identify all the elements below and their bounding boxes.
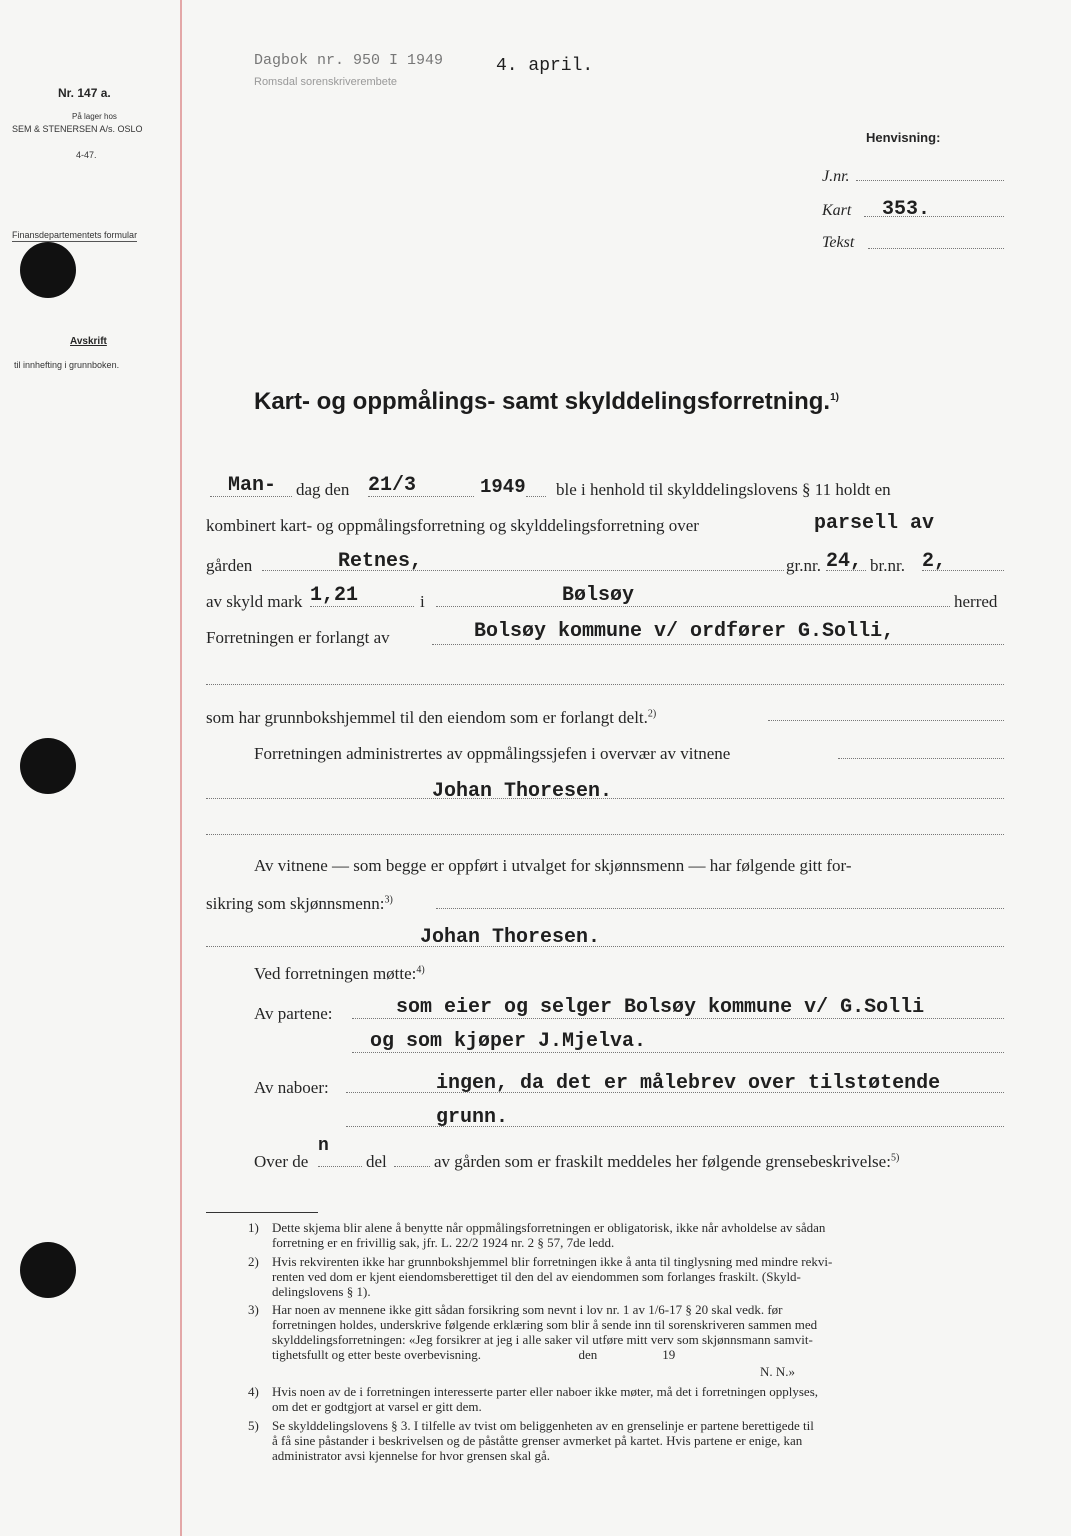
punch-hole-top (20, 242, 76, 298)
assurance-line-2 (206, 894, 393, 914)
brnr-value: 2, (922, 550, 947, 573)
footnote-5-number: 5) (248, 1418, 259, 1433)
punch-hole-middle (20, 738, 76, 794)
copy-note: til innhefting i grunnboken. (14, 360, 120, 370)
copy-title: Avskrift (70, 336, 107, 347)
punch-hole-bottom (20, 1242, 76, 1298)
attended-text (254, 964, 425, 984)
footnote-3-number: 3) (248, 1302, 259, 1317)
brnr-line (922, 570, 1004, 571)
margin-rule (180, 0, 182, 1536)
over-note: 5) (890, 1152, 900, 1164)
grnr-line (826, 570, 866, 571)
year-line (526, 496, 546, 497)
over-rest-text: av gården som er fraskilt meddeles her følgende grensebeskrivelse: (434, 1152, 891, 1171)
form-number: Nr. 147 a. (58, 86, 111, 100)
date-value: 21/3 (368, 474, 417, 497)
footnote-5-line-2: å få sine påstander i beskrivelsen og de påståtte grenser avmerket på kartet. Hvis partene er enige, kan (272, 1433, 803, 1448)
reference-heading: Henvisning: (866, 130, 941, 145)
assurance-note: 3) (384, 894, 393, 906)
tekst-line (868, 248, 1004, 249)
over-label: Over de (254, 1152, 309, 1171)
printer-line-2: SEM & STENERSEN A/s. OSLO (12, 124, 143, 134)
court-stamp: Romsdal sorenskriverembete (254, 76, 398, 88)
parties-label: Av partene: (254, 1004, 333, 1023)
skyld-line (310, 606, 414, 607)
neighbors-value-1: ingen, da det er målebrev over tilstøtende (436, 1072, 941, 1095)
admin-line (838, 758, 1004, 759)
i-label: i (420, 592, 425, 611)
over-line (318, 1166, 362, 1167)
parties-value-1: som eier og selger Bolsøy kommune v/ G.Solli (396, 996, 925, 1019)
neighbors-label: Av naboer: (254, 1078, 329, 1097)
grunnbok-label: som har grunnbokshjemmel til den eiendom som er forlangt delt. (206, 708, 648, 727)
grunnbok-line (768, 720, 1004, 721)
footnote-5-line-3: administrator avsi kjennelse for hvor grensen skal gå. (272, 1448, 550, 1463)
assurance-line-1: Av vitnene — som begge er oppført i utvalget for skjønnsmenn — har følgende gitt for- (254, 856, 852, 875)
title-note: 1) (830, 392, 839, 403)
footnote-3-line-2: forretningen holdes, underskrive følgende erklæring som blir å sende inn til sorenskriveren sammen med (272, 1317, 818, 1332)
printer-line-1: På lager hos (72, 112, 117, 121)
jnr-line (856, 180, 1004, 181)
footnote-3-line-3: skylddelingsforretningen: «Jeg forsikrer at jeg i alle saker vil utføre mitt verv som skjønnsmann samvit- (272, 1332, 813, 1347)
footnote-5-line-1: Se skylddelingslovens § 3. I tilfelle av tvist om beliggenheten av en grenselinje er partene berettigede til (272, 1418, 814, 1433)
footnote-1-number: 1) (248, 1220, 259, 1235)
municipality-value: Bølsøy (562, 584, 635, 607)
footnote-4-number: 4) (248, 1384, 259, 1399)
title-text: Kart- og oppmålings- samt skylddelingsforretning. (254, 388, 831, 415)
footnote-1-line-2: forretning er en frivillig sak, jfr. L. 22/2 1924 nr. 2 § 57, 7de ledd. (272, 1235, 615, 1250)
document-title (254, 388, 839, 416)
ministry-formular: Finansdepartementets formular (12, 230, 138, 240)
over-value: n (318, 1136, 329, 1156)
neighbors-value-2: grunn. (436, 1106, 509, 1129)
brnr-label: br.nr. (870, 556, 905, 575)
stamp-date: 4. april. (496, 56, 594, 76)
day-label: dag den (296, 480, 350, 499)
date-line (368, 496, 474, 497)
footnote-3-line-1: Har noen av mennene ikke gitt sådan forsikring som nevnt i lov nr. 1 av 1/6-17 § 20 skal vedk. før (272, 1302, 783, 1317)
neighbors-line-2 (346, 1126, 1004, 1127)
grnr-label: gr.nr. (786, 556, 821, 575)
line2-text: kombinert kart- og oppmålingsforretning og skylddelingsforretning over (206, 516, 699, 535)
kart-value: 353. (882, 198, 931, 221)
municipality-line (436, 606, 950, 607)
kart-label: Kart (822, 202, 852, 219)
grunnbok-note: 2) (647, 708, 657, 720)
over-rest (434, 1152, 899, 1172)
witness-value: Johan Thoresen. (432, 780, 613, 803)
requested-value: Bolsøy kommune v/ ordfører G.Solli, (474, 620, 895, 643)
footnote-2-number: 2) (248, 1254, 259, 1269)
attended-note: 4) (416, 964, 425, 976)
footnote-separator (206, 1212, 318, 1213)
witness-line-1 (206, 798, 1004, 799)
jnr-label: J.nr. (822, 168, 850, 185)
grnr-value: 24, (826, 550, 863, 573)
tekst-label: Tekst (822, 234, 855, 251)
parties-line-2 (352, 1052, 1004, 1053)
attended-label: Ved forretningen møtte: (254, 964, 417, 983)
footnote-2-line-1: Hvis rekvirenten ikke har grunnbokshjemmel blir forretningen ikke å anta til tinglysning med mindre rekvi- (272, 1254, 833, 1269)
del-label: del (366, 1152, 387, 1171)
assurance-value: Johan Thoresen. (420, 926, 601, 949)
assurance-line-dots (436, 908, 1004, 909)
day-line (210, 496, 292, 497)
printer-date: 4-47. (76, 150, 97, 160)
farm-label: gården (206, 556, 253, 575)
herred-label: herred (954, 592, 998, 611)
farm-value: Retnes, (338, 550, 423, 573)
skyld-value: 1,21 (310, 584, 359, 607)
year-value: 1949 (480, 476, 526, 498)
parties-value-2: og som kjøper J.Mjelva. (370, 1030, 647, 1053)
footnote-2-line-2: renten ved dom er kjent eiendomsberettiget til den del av eiendommen som forlanges fraskilt. (Skyld- (272, 1269, 801, 1284)
requested-line (432, 644, 1004, 645)
assurance-value-line (206, 946, 1004, 947)
witness-line-2 (206, 834, 1004, 835)
footnote-signature: N. N.» (760, 1364, 796, 1379)
line1-rest: ble i henhold til skylddelingslovens § 11 holdt en (556, 480, 891, 499)
footnote-4-line-1: Hvis noen av de i forretningen interesserte parter eller naboer ikke møter, må det i forretningen opplyses, (272, 1384, 819, 1399)
day-value: Man- (228, 474, 277, 497)
journal-stamp: Dagbok nr. 950 I 1949 (254, 52, 444, 69)
admin-text: Forretningen administrertes av oppmålingssjefen i overvær av vitnene (254, 744, 731, 763)
footnote-3-line-4: tighetsfullt og etter beste overbevisning. den 19 (272, 1347, 676, 1362)
grunnbok-text (206, 708, 656, 728)
requested-label: Forretningen er forlangt av (206, 628, 390, 647)
footnote-2-line-3: delingslovens § 1). (272, 1284, 371, 1299)
footnote-4-line-2: om det er godtgjort at varsel er gitt dem. (272, 1399, 482, 1414)
del-line (394, 1166, 430, 1167)
line2-value: parsell av (814, 512, 935, 535)
assurance-label: sikring som skjønnsmenn: (206, 894, 385, 913)
footnote-1-line-1: Dette skjema blir alene å benytte når oppmålingsforretningen er obligatorisk, ikke når avholdelse av sådan (272, 1220, 826, 1235)
requested-line-2 (206, 684, 1004, 685)
skyld-label: av skyld mark (206, 592, 303, 611)
